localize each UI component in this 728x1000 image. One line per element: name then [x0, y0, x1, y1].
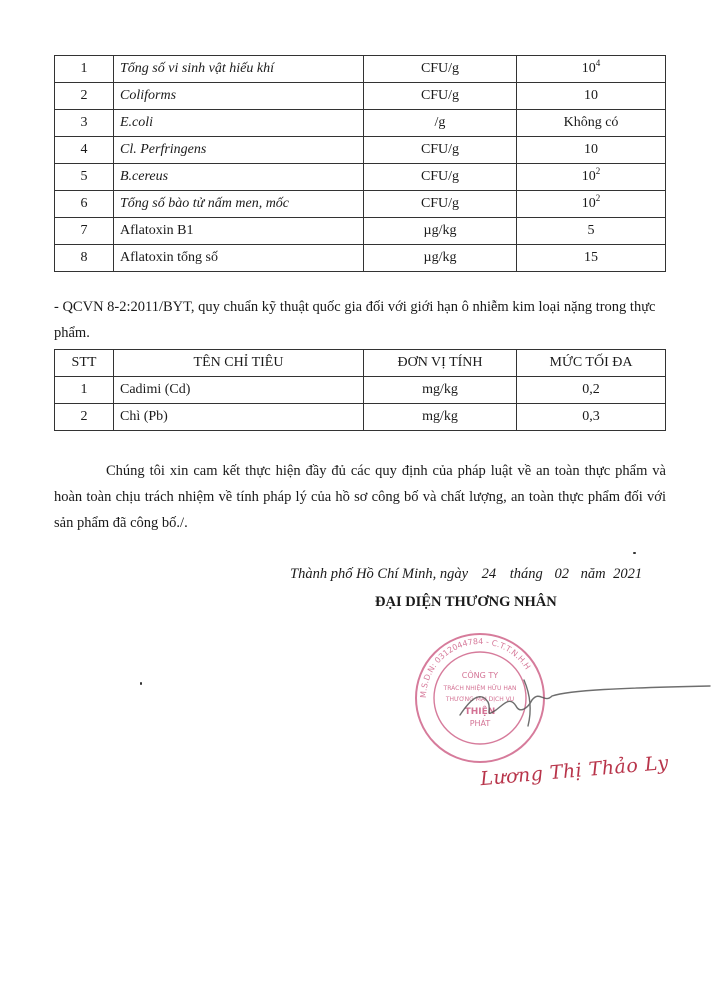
- row-stt: 7: [55, 218, 114, 245]
- row-unit: µg/kg: [364, 218, 517, 245]
- row-max: [517, 83, 666, 110]
- row-name: Cl. Perfringens: [114, 137, 364, 164]
- row-unit: /g: [364, 110, 517, 137]
- row-name: Tổng số bào tử nấm men, mốc: [114, 191, 364, 218]
- stamp-line-2: TRÁCH NHIỆM HỮU HẠN: [443, 685, 517, 692]
- row-stt: 6: [55, 191, 114, 218]
- representative-title: ĐẠI DIỆN THƯƠNG NHÂN: [375, 594, 557, 610]
- header-unit: ĐƠN VỊ TÍNH: [364, 350, 517, 377]
- max-exponent: 2: [595, 193, 601, 203]
- row-stt: 1: [55, 377, 114, 404]
- max-value: 10: [581, 169, 596, 184]
- table-row: [55, 377, 666, 404]
- max-value: 15: [584, 250, 598, 265]
- max-value: 10: [584, 88, 598, 103]
- max-value: 10: [581, 61, 596, 76]
- qcvn-paragraph: - QCVN 8-2:2011/BYT, quy chuẩn kỹ thuật quốc gia đối với giới hạn ô nhiễm kim loại nặng trong thực phẩm.: [54, 299, 656, 341]
- max-exponent: 4: [595, 58, 601, 68]
- row-stt: 2: [55, 404, 114, 431]
- row-unit: mg/kg: [364, 377, 517, 404]
- year-label: năm: [580, 566, 606, 582]
- day-value: 24: [481, 566, 497, 582]
- microbial-limits-table: [54, 55, 666, 272]
- row-max: [517, 137, 666, 164]
- row-max: [517, 191, 666, 218]
- stamp-line-3: THƯƠNG MẠI DỊCH VỤ: [445, 696, 515, 703]
- row-name: Aflatoxin B1: [114, 218, 364, 245]
- signature-icon: [440, 660, 720, 740]
- table-row: [55, 137, 666, 164]
- row-max: [517, 110, 666, 137]
- place-date-line: [290, 566, 646, 583]
- stamp-ring-text: M.S.D.N: 0312044784 - C.T.T.N.H.H: [418, 636, 533, 699]
- row-name: Cadimi (Cd): [114, 377, 364, 404]
- max-value: 10: [584, 142, 598, 157]
- row-unit: CFU/g: [364, 164, 517, 191]
- stamp-line-4: THIỆN: [464, 707, 496, 717]
- row-max: [517, 56, 666, 83]
- table-row: [55, 218, 666, 245]
- max-value: 5: [587, 223, 595, 238]
- row-stt: 8: [55, 245, 114, 272]
- stamp-line-5: PHÁT: [469, 719, 491, 728]
- month-label: tháng: [509, 566, 543, 582]
- max-exponent: 2: [595, 166, 601, 176]
- row-max: [517, 218, 666, 245]
- commitment-paragraph: Chúng tôi xin cam kết thực hiện đầy đủ các quy định của pháp luật về an toàn thực phẩm và hoàn toàn chịu trách nhiệm về tính pháp lý của hồ sơ công bố và chất lượng, an toàn thực phẩm đối với sản phẩm đã công bố./.: [54, 463, 666, 531]
- scan-speck: [140, 682, 142, 685]
- row-unit: CFU/g: [364, 56, 517, 83]
- table-row: [55, 110, 666, 137]
- table-row: [55, 164, 666, 191]
- row-name: Aflatoxin tổng số: [114, 245, 364, 272]
- row-unit: CFU/g: [364, 83, 517, 110]
- row-max: [517, 245, 666, 272]
- row-name: Chì (Pb): [114, 404, 364, 431]
- row-stt: 5: [55, 164, 114, 191]
- row-name: B.cereus: [114, 164, 364, 191]
- row-unit: CFU/g: [364, 191, 517, 218]
- row-unit: µg/kg: [364, 245, 517, 272]
- header-name: TÊN CHỈ TIÊU: [114, 350, 364, 377]
- row-stt: 1: [55, 56, 114, 83]
- table-row: [55, 56, 666, 83]
- scan-speck: [633, 552, 636, 554]
- row-max: [517, 164, 666, 191]
- heavy-metal-limits-table: [54, 349, 666, 431]
- table-row: [55, 245, 666, 272]
- row-stt: 4: [55, 137, 114, 164]
- row-unit: CFU/g: [364, 137, 517, 164]
- table-row: [55, 191, 666, 218]
- row-max: 0,3: [517, 404, 666, 431]
- table-header-row: [55, 350, 666, 377]
- max-value: 10: [581, 196, 596, 211]
- row-stt: 3: [55, 110, 114, 137]
- year-value: 2021: [613, 566, 643, 582]
- handwritten-signature: [440, 660, 720, 740]
- month-value: 02: [554, 566, 569, 582]
- row-name: E.coli: [114, 110, 364, 137]
- stamp-line-1: CÔNG TY: [461, 671, 499, 680]
- row-name: Tổng số vi sinh vật hiếu khí: [114, 56, 364, 83]
- header-stt: STT: [55, 350, 114, 377]
- table-row: [55, 83, 666, 110]
- table-row: [55, 404, 666, 431]
- max-value: Không có: [563, 115, 619, 130]
- row-name: Coliforms: [114, 83, 364, 110]
- place-text: Thành phố Hồ Chí Minh, ngày: [290, 566, 469, 582]
- row-max: 0,2: [517, 377, 666, 404]
- signer-name: Lương Thị Thảo Ly: [479, 751, 670, 791]
- row-unit: mg/kg: [364, 404, 517, 431]
- header-max: MỨC TỐI ĐA: [517, 350, 666, 377]
- row-stt: 2: [55, 83, 114, 110]
